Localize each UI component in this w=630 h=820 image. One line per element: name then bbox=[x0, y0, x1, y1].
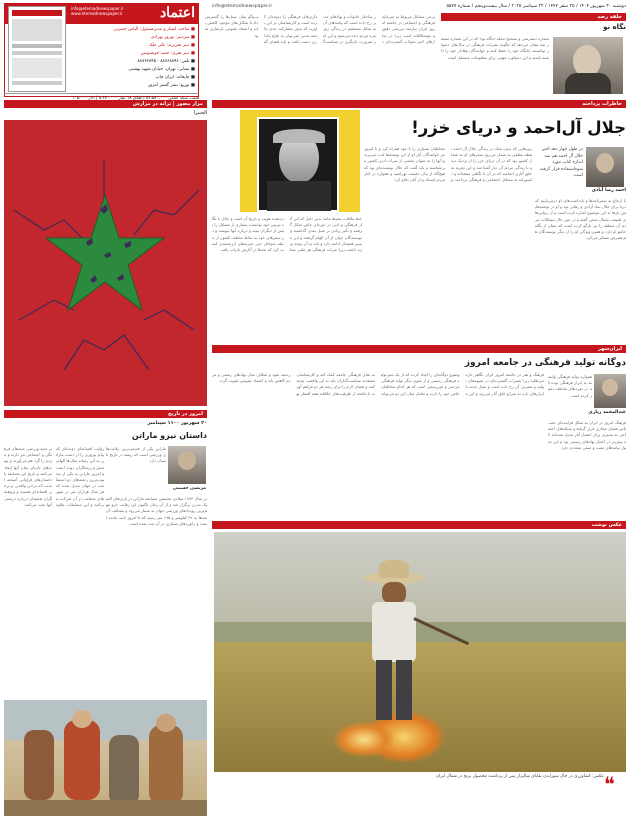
masthead-block bbox=[4, 3, 199, 97]
battle-illustration bbox=[4, 700, 207, 816]
credit-line: ■ سردبیر: بهروز بهزادی bbox=[150, 35, 195, 40]
author-photo-top bbox=[553, 37, 623, 94]
section-header-middle-left: مزار مصور | ترانه در مزارش bbox=[4, 100, 207, 108]
main-headline: جلال آل‌احمد و دریای خزر! bbox=[411, 118, 626, 137]
middle-left-sub: الحنیرا bbox=[193, 110, 207, 116]
quote-mark-icon: ❝ bbox=[604, 772, 615, 796]
author-name-history: مرتضی حسینی bbox=[172, 486, 206, 491]
credit-line: ■ چاپخانه: ایران چاپ bbox=[155, 75, 195, 80]
history-title: داستان نیرو ماراتن bbox=[131, 431, 207, 440]
web-line[interactable]: info@etemadnewspaper.ir bbox=[212, 4, 273, 9]
credits-list bbox=[69, 26, 195, 94]
author-name-opinion: عبدالمحمد زیاری bbox=[588, 410, 626, 415]
credit-line: ■ تلفن: ۸۸۷۶۸۸۹۶ - ۸۸۷۶۳۸۴۵ bbox=[137, 59, 195, 64]
section-header-history: امروز در تاریخ bbox=[4, 410, 207, 418]
section-header-top-right: حلقه رصد bbox=[441, 13, 626, 21]
opinion-headline: دوگانه تولید فرهنگی در جامعه امروز bbox=[464, 358, 626, 368]
credit-line: ■ توزیع: نشر گستر امروز bbox=[148, 83, 195, 88]
history-body: روایت افسانه‌ای دونده‌ای که پیام پیروزی را از دشت ماراتن به آتن رساند سال‌ها الهام‌بخش ورزشکاران بوده است و امروز ماراتن به یکی از محبوب‌ترین رشته‌های دو استقامت در جهان تبدیل شده که هر سال هزاران نفر در شهرهای مختلف در آن شرکت می‌کنند و این مسابقات علاوه بر جنبه ورزشی جنبه‌های فرهنگی و اجتماعی نیز دارند و مردم را گرد هم می‌آورند و پیوندهای تازه‌ای میان آنها ایجاد می‌کنند و تاریخ این مسابقه با داستان‌های فراوانی آمیخته است که برخی واقعی و برخی افسانه‌ای هستند و پژوهشگران همچنان درباره درستی آنها بحث می‌کنند bbox=[4, 446, 104, 507]
main-article-body: روزهایی که بدون شک در زندگی جلال آل احمد نقطه عطفی به شمار می‌رود سفرهای او به شمال کشور بود که در آن دریای خزر را از نزدیک دید و با زندگی مردم آن دیار آشنا شد و این تجربه به خلق آثاری انجامید که در آن با نگاهی منتقدانه و دلسوزانه به مسائل اجتماعی و فرهنگی پرداخت و مخاطبان بسیاری را با خود همراه کرد و تا امروز نیز خوانندگان آثار او از این نوشته‌ها لذت می‌برند و آنها را به عنوان بخشی از میراث ادبی کشور می‌شناسند و باید گفت که جلال نویسنده‌ای بود که هیچ‌گاه از بیان حقیقت نهراسید و همواره در کنار مردم ایستاد و از آنان دفاع کرد bbox=[364, 146, 532, 183]
main-article-left-text: خط ملاقات محیط مانند بدین دلیل که این آثار فرهنگی و ادبی در دوره‌ای خاص شکل گرفتند و تأثیر زیادی بر نسل بعدی گذاشتند و نویسندگان جوان از آن الهام گرفتند و این مسیر همچنان ادامه دارد و باید به آن توجه ویژه داشت زیرا میراث فرهنگی هر ملتی نشان‌دهنده هویت و تاریخ آن است و جلال با نگاه تیزبین خود توانست بسیاری از مسائل را پیش از دیگران ببیند و درباره آنها بنویسد و در سفرهای خود به نقاط مختلف کشور از جمله سواحل خزر تجربه‌های ارزشمندی کسب کرد که بعدها در آثارش بازتاب یافت bbox=[212, 216, 362, 253]
section-header-memory: خاطرات پرداخته bbox=[212, 100, 626, 108]
top-right-title: نگاه نو bbox=[603, 23, 626, 31]
author-photo-history bbox=[168, 446, 206, 484]
credit-line: ■ دبیر تحریریه: علی ملک bbox=[148, 43, 195, 48]
credit-line: ■ دبیر هنری: حمید خوشنویس bbox=[140, 51, 195, 56]
portrait-photo bbox=[257, 117, 339, 212]
top-right-text: شماره دسترسی و تصحیح مجله «نگاه نو» که در این شماره منتشر شد نشان می‌دهد که چگونه نشریات فرهنگی در سال‌های دشوار توانستند جایگاه خود را حفظ کنند و خوانندگان وفادار خود را داشته باشند و این دستاورد مهمی برای مطبوعات مستقل است bbox=[441, 36, 549, 60]
photo-caption: عکس: کشاورزی در حال سوزاندن بقایای شالیزار پس از برداشت محصول برنج در شمال ایران bbox=[436, 774, 604, 779]
site-info[interactable]: info@etemadnewspaper.ir www.etemadnewspaper.ir bbox=[71, 6, 124, 16]
front-page-thumbnail bbox=[8, 6, 66, 92]
top-info-line: دوشنبه ۳۰ شهریور ۱۴۰۴ / ۲۵ صفر ۱۴۴۷ / ۲۲ سپتامبر ۲۰۲۵ / سال بیست‌وپنجم / شماره ۵۵۷۷ bbox=[446, 4, 626, 9]
flag-artwork bbox=[4, 120, 207, 406]
opinion-body-right: همواره تولید فرهنگی وابسته به ابزار فرهنگی بوده که در دوره‌های مختلف تغییر کرده است bbox=[548, 374, 592, 398]
section-header-photo: عکس نوشت bbox=[212, 521, 626, 529]
author-name-main: احمد رضا آبادی bbox=[591, 188, 626, 193]
main-article-right-col: با ارجاع به سفرنامه‌ها و یادداشت‌های او درمی‌یابیم که دریا برای جلال نماد آزادی و رهایی بود و او در نوشته‌هایش بارها به این موضوع اشاره کرده است و از زیبایی‌های طبیعت شمال سخن گفته و در عین حال مشکلات مردم آن منطقه را نیز بازگو کرده است که نشان از نگاه جامع او دارد و همین ویژگی او را از دیگر نویسندگان هم‌عصرش متمایز می‌کرد bbox=[535, 198, 626, 241]
author-photo-main bbox=[586, 147, 624, 187]
top-text-columns: برخی مسائل مربوط به سرمایه فرهنگی و اجتماعی در جامعه امروز ایران نیازمند بررسی دقیق و موشکافانه است زیرا در سال‌های اخیر تحولات گسترده‌ای در ساختار خانواده و نهادهای مدنی رخ داده است که پیامدهای آن به شکل مستقیم در زندگی روزمره مردم دیده می‌شود و این امر ضرورت بازنگری در سیاست‌گذاری‌های فرهنگی را دوچندان کرده است و کارشناسان بر این باورند که بدون مشارکت جدی جامعه مدنی نمی‌توان به نتایج پایداری دست یافت و باید فضای گفت‌وگو میان نسل‌ها را گسترش داد تا شکاف‌های موجود کاهش یابد و اعتماد عمومی بازسازی شود bbox=[205, 14, 435, 44]
masthead-logo: اعتماد bbox=[159, 5, 195, 21]
history-body-right: در سال ۱۸۹۶ میلادی نخستین مسابقه ماراتن در بازی‌های المپیک مدرن برگزار شد و از آن زمان تاکنون این رقابت جزو مهم‌ترین رویدادهای ورزشی جهان به شمار می‌رود و مسافت آن بعدها به ۴۲ کیلومتر و ۱۹۵ متر رسید که تا امروز ثابت مانده است و رکوردهای بسیاری در آن ثبت شده است bbox=[106, 496, 207, 526]
credit-line: ■ نشانی: تهران، خیابان شهید بهشتی bbox=[128, 67, 195, 72]
history-date: ۲۰ شهریور ۱۱۰۰ سپتامبر bbox=[147, 421, 207, 426]
farmer-photo bbox=[214, 532, 626, 772]
price-bar: قیمت سکه امامی ۸۶،۵۸۰،۰۰۰ | طلای ۱۸ عیار ۸،۲۷۰،۰۰۰ | دلار ۱۰۵،۰۰۰ bbox=[4, 93, 199, 102]
history-body-top: ماراتن یکی از قدیمی‌ترین رقابت‌های ورزشی است که ریشه در تاریخ باستان دارد bbox=[106, 446, 166, 464]
opinion-body-col-right: فرهنگ امروز در ایران به شکل فزاینده‌ای تحت تأثیر فضای مجازی قرار گرفته و شبکه‌های اجتماعی به بستری برای انتشار آثار تبدیل شده‌اند که پیش‌تر در اختیار نهادهای رسمی بود و این تحول پیامدهای مثبت و منفی متعددی دارد bbox=[548, 420, 626, 450]
credit-line: ■ صاحب امتیاز و مدیرمسئول: الیاس حضرتی bbox=[113, 27, 195, 32]
main-lead: در طول چهار دهه اخیر جلال آل احمد هم سه اندازه کتاب مورد سوءاستفاده قرار گرفته است. bbox=[540, 147, 583, 178]
opinion-body: فرهنگ و هنر در جامعه امروز ایران نگاهی تازه می‌طلبد زیرا تغییرات گسترده‌ای در شیوه‌های تولید و مصرف آن رخ داده است و نسل جدید با ابزارهای تازه به سراغ خلق آثار می‌رود و این موضوع دوگانه‌ای را ایجاد کرده که از یک سو تولید فرهنگی رسمی و از سوی دیگر تولید فرهنگی مردمی و غیررسمی است که هر کدام مخاطبان خاص خود را دارند و تعامل میان این دو می‌تواند به غنای فرهنگی جامعه کمک کند و کارشناسان معتقدند سیاست‌گذاران باید به این واقعیت توجه کنند و فضای لازم را برای رشد هر دو فراهم آورند تا جامعه از ظرفیت‌های خلاقانه همه اقشار بهره‌مند شود و شکاف میان نهادهای رسمی و مردم کاهش یابد و اعتماد عمومی تقویت گردد bbox=[212, 372, 544, 396]
logo-strip bbox=[5, 4, 198, 24]
author-photo-opinion bbox=[594, 374, 626, 408]
section-header-opinion: ایران‌شهر bbox=[212, 345, 626, 353]
